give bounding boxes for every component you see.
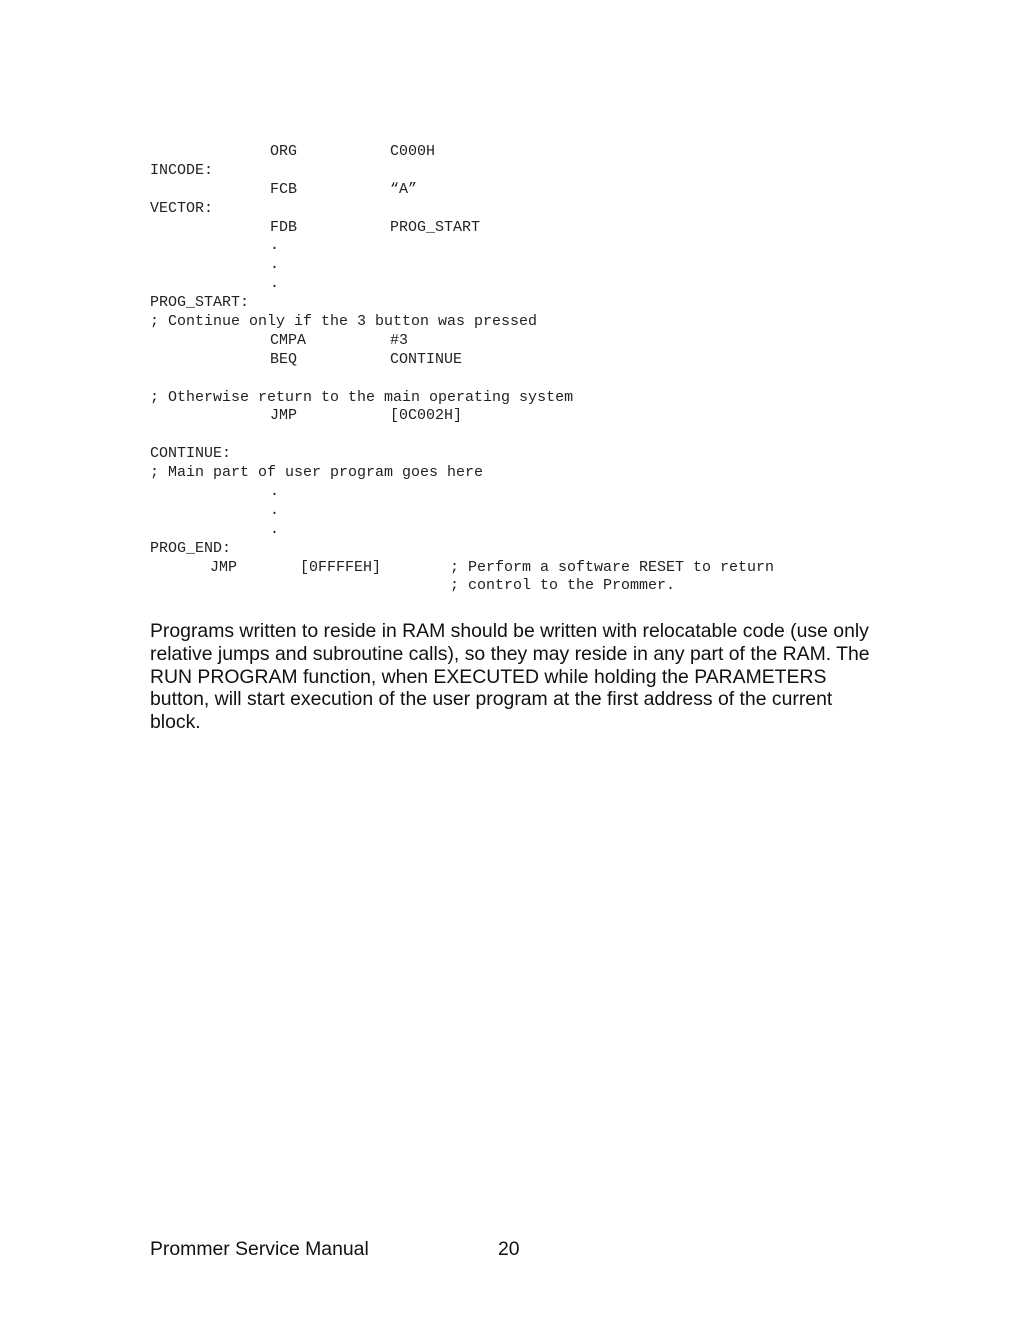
ellipsis-dot: . [270,483,280,501]
code-ellipsis-dot [150,275,870,294]
code-comment: ; Main part of user program goes here [150,464,484,482]
ellipsis-dot: . [270,501,280,519]
code-line-vector-label [150,200,870,219]
code-operand: #3 [390,331,409,349]
footer-page-number: 20 [498,1238,520,1260]
assembly-code-listing [150,143,870,596]
code-mnemonic: JMP [270,407,298,425]
ellipsis-dot: . [270,520,280,538]
code-line-continue-label [150,445,870,464]
code-line-org [150,143,870,162]
code-label: VECTOR: [150,199,214,217]
code-line-reset-comment-continued [150,577,870,596]
code-line-incode-label [150,162,870,181]
code-comment-main [150,464,870,483]
code-mnemonic: JMP [210,558,238,576]
code-mnemonic: CMPA [270,331,307,349]
body-paragraph: Programs written to reside in RAM should be written with relocatable code (use only relative jumps and subroutine calls), so they may reside in any part of the RAM. The RUN PROGRAM function, when EXECUTED while holding the PARAMETERS button, will start execution of the user program at the first address of the current block. [150,620,870,734]
code-operand: “A” [390,180,418,198]
code-label: CONTINUE: [150,445,232,463]
code-comment-continue [150,313,870,332]
code-mnemonic: FCB [270,180,298,198]
ellipsis-dot: . [270,237,280,255]
code-mnemonic: BEQ [270,350,298,368]
code-line-fcb [150,181,870,200]
code-comment: ; Otherwise return to the main operating system [150,388,574,406]
code-label: PROG_START: [150,294,250,312]
code-operand: CONTINUE [390,350,463,368]
code-ellipsis-dot [150,502,870,521]
code-operand: PROG_START [390,218,481,236]
code-line-prog-start-label [150,294,870,313]
code-line-cmpa [150,332,870,351]
code-label: PROG_END: [150,539,232,557]
code-line-prog-end-label [150,540,870,559]
code-label: INCODE: [150,161,214,179]
code-comment: ; control to the Prommer. [450,577,676,595]
ellipsis-dot: . [270,256,280,274]
code-comment: ; Continue only if the 3 button was pressed [150,313,538,331]
code-line-fdb [150,219,870,238]
footer-manual-title: Prommer Service Manual [150,1238,369,1260]
code-line-jmp-reset [150,559,870,578]
code-mnemonic: FDB [270,218,298,236]
code-blank-line [150,370,870,389]
code-line-jmp-os [150,407,870,426]
code-ellipsis-dot [150,237,870,256]
code-operand: C000H [390,143,436,160]
code-line-beq [150,351,870,370]
ellipsis-dot: . [270,275,280,293]
code-ellipsis-dot [150,256,870,275]
code-ellipsis-dot [150,521,870,540]
code-mnemonic: ORG [270,143,298,160]
code-comment-otherwise [150,389,870,408]
code-operand: [0FFFFEH] [300,558,382,576]
code-ellipsis-dot [150,483,870,502]
code-operand: [0C002H] [390,407,463,425]
code-blank-line [150,426,870,445]
code-comment: ; Perform a software RESET to return [450,558,775,576]
